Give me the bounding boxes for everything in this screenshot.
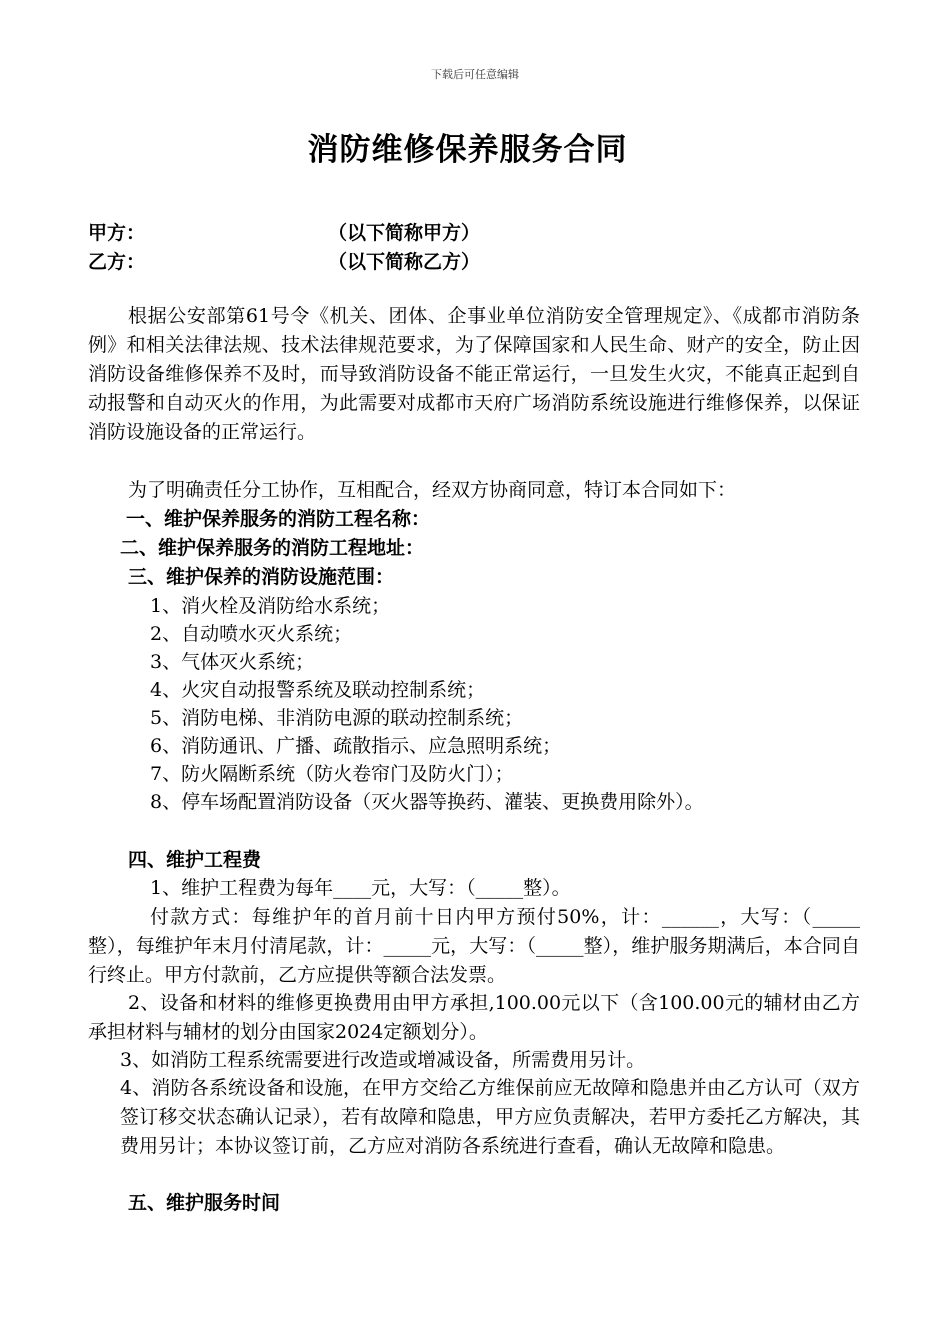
fee-item-3: 3、如消防工程系统需要进行改造或增减设备，所需费用另计。 <box>120 1049 646 1071</box>
party-a-label: 甲方： <box>88 222 146 244</box>
section-4-heading: 四、维护工程费 <box>128 849 262 871</box>
scope-item-4: 4、火灾自动报警系统及联动控制系统； <box>150 679 486 701</box>
agreement-line: 为了明确责任分工协作，互相配合，经双方协商同意，特订本合同如下： <box>128 479 737 501</box>
intro-paragraph: 根据公安部第61号令《机关、团体、企事业单位消防安全管理规定》、《成都市消防条例》和相关法律法规、技术法律规范要求，为了保障国家和人民生命、财产的安全，防止因消防设备维修保养不及时，而导致消防设备不能正常运行，一旦发生火灾，不能真正起到自动报警和自动灭火的作用，为此需要对成都市天府广场消防系统设施进行维修保养，以保证消防设施设备的正常运行。 <box>88 305 860 443</box>
party-a-alias: （以下简称甲方） <box>328 222 481 244</box>
header-note: 下载后可任意编辑 <box>431 68 519 81</box>
party-b <box>88 247 481 274</box>
fee-item-4: 4、消防各系统设备和设施，在甲方交给乙方维保前应无故障和隐患并由乙方认可（双方签订移交状态确认记录），若有故障和隐患，甲方应负责解决，若甲方委托乙方解决，其费用另计；本协议签订前，乙方应对消防各系统进行查看，确认无故障和隐患。 <box>120 1077 860 1157</box>
scope-item-6: 6、消防通讯、广播、疏散指示、应急照明系统； <box>150 735 562 757</box>
scope-item-1: 1、消火栓及消防给水系统； <box>150 595 391 617</box>
fee-item-2: 2、设备和材料的维修更换费用由甲方承担,100.00元以下（含100.00元的辅材由乙方承担材料与辅材的划分由国家2024定额划分）。 <box>88 992 860 1043</box>
party-b-label: 乙方： <box>88 251 146 273</box>
scope-item-3: 3、气体灭火系统； <box>150 651 315 673</box>
party-b-alias: （以下简称乙方） <box>328 251 481 273</box>
scope-item-7: 7、防火隔断系统（防火卷帘门及防火门）； <box>150 763 514 785</box>
scope-item-5: 5、消防电梯、非消防电源的联动控制系统； <box>150 707 524 729</box>
section-1-heading: 一、维护保养服务的消防工程名称： <box>126 508 431 530</box>
payment-paragraph: 付款方式：每维护年的首月前十日内甲方预付50%，计：______，大写：（_____整），每维护年末月付清尾款，计：_____元，大写：（_____整），维护服务期满后，本合同自行终止。甲方付款前，乙方应提供等额合法发票。 <box>88 906 860 986</box>
scope-item-8: 8、停车场配置消防设备（灭火器等换药、灌装、更换费用除外）。 <box>150 791 704 813</box>
section-3-heading: 三、维护保养的消防设施范围： <box>128 566 395 588</box>
section-5-heading: 五、维护服务时间 <box>128 1192 281 1214</box>
party-a <box>88 218 481 245</box>
fee-line-1: 1、维护工程费为每年____元，大写：（_____整）。 <box>150 877 571 899</box>
section-2-heading: 二、维护保养服务的消防工程地址： <box>120 537 425 559</box>
contract-title: 消防维修保养服务合同 <box>307 132 628 168</box>
scope-item-2: 2、自动喷水灭火系统； <box>150 623 353 645</box>
